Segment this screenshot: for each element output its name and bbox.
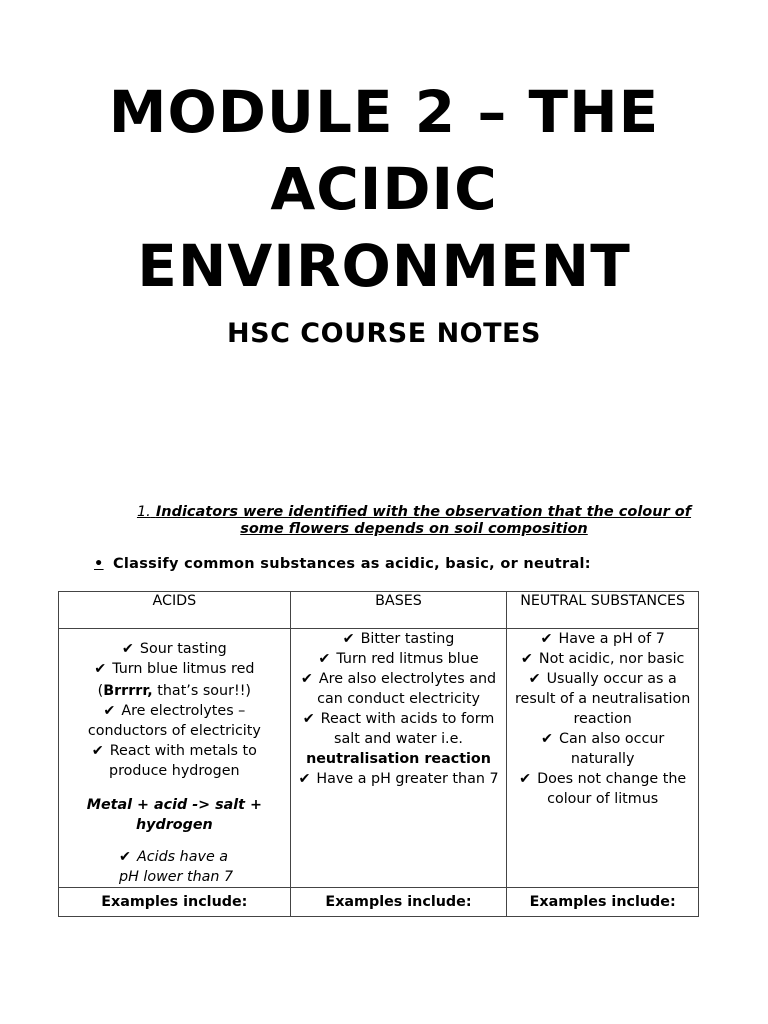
check-icon: ✔	[318, 651, 331, 667]
acids-ph-text: Acids have a pH lower than 7	[119, 849, 234, 885]
list-item	[59, 639, 290, 659]
list-item	[59, 847, 290, 887]
neutral-cell	[507, 629, 699, 888]
acids-item-text: Turn blue litmus red	[112, 661, 255, 677]
bases-cell	[290, 629, 507, 888]
check-icon: ✔	[94, 661, 107, 677]
neutral-item-text: Not acidic, nor basic	[538, 651, 685, 667]
list-item	[59, 659, 290, 679]
acids-cell	[59, 629, 291, 888]
list-item	[507, 629, 698, 649]
examples-row	[59, 888, 699, 917]
check-icon: ✔	[520, 651, 533, 667]
acids-item-text: React with metals to produce hydrogen	[109, 743, 257, 779]
bases-item-text: Turn red litmus blue	[336, 651, 479, 667]
list-item	[59, 741, 290, 781]
check-icon: ✔	[119, 849, 131, 865]
litmus-note	[59, 681, 290, 701]
table-body-row	[59, 629, 699, 888]
section-number: 1.	[136, 504, 151, 520]
acids-item-text: Sour tasting	[139, 641, 227, 657]
bases-react-text: React with acids to form salt and water i.e.	[320, 711, 495, 747]
subtitle: HSC COURSE NOTES	[227, 318, 541, 349]
list-item	[507, 649, 698, 669]
neutral-item-text: Does not change the colour of litmus	[537, 771, 687, 807]
neutral-item-text: Can also occur naturally	[559, 731, 665, 767]
check-icon: ✔	[91, 743, 104, 759]
reaction-formula: Metal + acid -> salt + hydrogen	[86, 797, 262, 833]
section-heading	[124, 504, 704, 538]
list-item	[507, 769, 698, 809]
list-item	[291, 709, 507, 769]
document-title	[0, 74, 768, 305]
table-header-row	[59, 592, 699, 629]
litmus-note-open: (	[97, 683, 104, 699]
header-neutral: NEUTRAL SUBSTANCES	[507, 592, 699, 629]
litmus-note-bold: Brrrrr,	[103, 683, 153, 699]
title-line-1: MODULE 2 – THE	[108, 78, 660, 146]
list-item	[291, 669, 507, 709]
neutral-item-text: Usually occur as a result of a neutralisation reaction	[514, 671, 691, 727]
header-bases: BASES	[290, 592, 507, 629]
header-acids: ACIDS	[59, 592, 291, 629]
bullet-text: Classify common substances as acidic, basic, or neutral:	[112, 556, 591, 572]
list-item	[291, 649, 507, 669]
check-icon: ✔	[528, 671, 541, 687]
classification-table	[58, 591, 699, 917]
list-item	[291, 629, 507, 649]
check-icon: ✔	[121, 641, 134, 657]
bullet-line	[94, 556, 591, 572]
title-line-2: ACIDIC	[270, 155, 498, 223]
check-icon: ✔	[519, 771, 532, 787]
acids-examples-label: Examples include:	[59, 888, 291, 917]
check-icon: ✔	[302, 711, 315, 727]
litmus-note-rest: that’s sour!!)	[152, 683, 252, 699]
bases-ph-text: Have a pH greater than 7	[316, 771, 499, 787]
check-icon: ✔	[298, 771, 311, 787]
title-line-3: ENVIRONMENT	[137, 232, 631, 300]
section-heading-text: Indicators were identified with the observation that the colour of some flowers depends on soil composition	[155, 504, 692, 537]
list-item	[507, 669, 698, 729]
list-item	[59, 701, 290, 741]
bases-item-text: Bitter tasting	[360, 631, 455, 647]
list-item	[291, 769, 507, 789]
check-icon: ✔	[342, 631, 355, 647]
acids-item-text: Are electrolytes – conductors of electricity	[87, 703, 261, 739]
bases-item-text: Are also electrolytes and can conduct electricity	[317, 671, 497, 707]
bases-react-bold: neutralisation reaction	[306, 751, 491, 767]
check-icon: ✔	[103, 703, 116, 719]
check-icon: ✔	[541, 731, 554, 747]
check-icon: ✔	[300, 671, 313, 687]
neutral-examples-label: Examples include:	[507, 888, 699, 917]
list-item	[507, 729, 698, 769]
check-icon: ✔	[540, 631, 553, 647]
neutral-item-text: Have a pH of 7	[558, 631, 665, 647]
bullet-icon: •	[94, 556, 104, 572]
bases-examples-label: Examples include:	[290, 888, 507, 917]
